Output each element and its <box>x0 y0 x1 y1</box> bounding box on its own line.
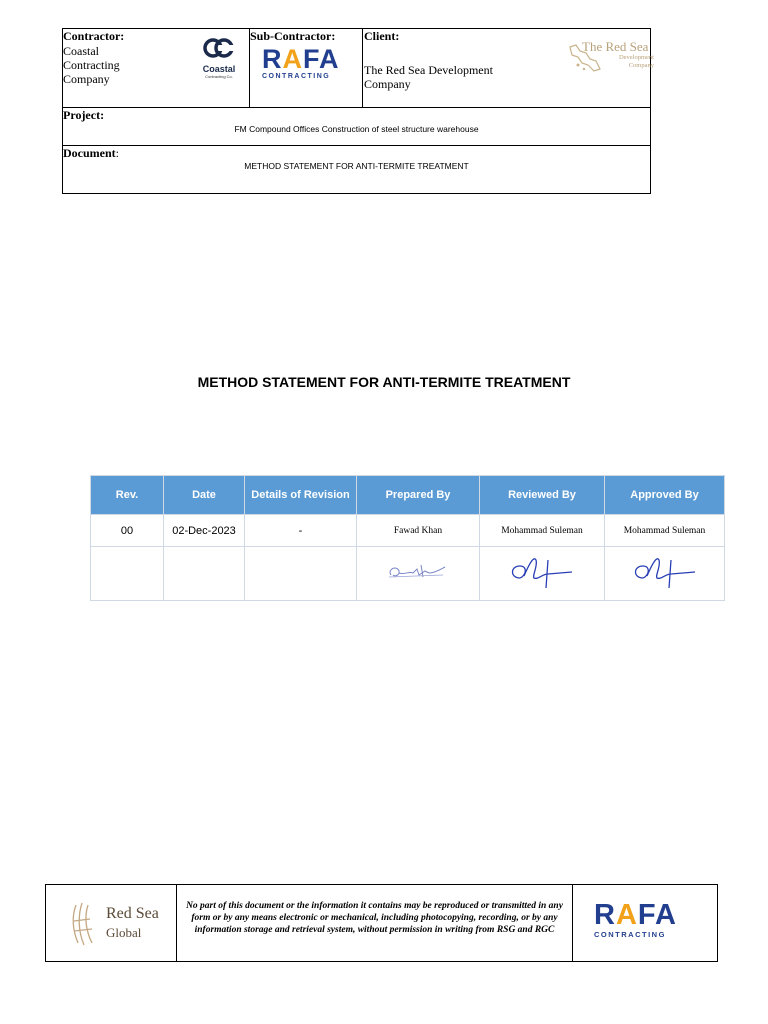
coastal-logo-sub: Contracting Co. <box>205 74 233 79</box>
rafa-logo-main: RAFA <box>594 899 677 931</box>
rsg-logo-line2: Global <box>106 925 142 940</box>
document-label: Document: <box>63 146 120 160</box>
redsea-logo-sub: Development Company <box>618 54 654 69</box>
rafa-logo-main: RAFA <box>262 44 340 74</box>
cell-approved-by: Mohammad Suleman <box>605 515 725 547</box>
rafa-logo-sub: CONTRACTING <box>594 930 666 939</box>
document-header <box>62 28 654 194</box>
project-value: FM Compound Offices Construction of steel structure warehouse <box>234 124 479 134</box>
contractor-name: Coastal Contracting Company <box>63 44 120 86</box>
column-header-approved-by: Approved By <box>605 476 725 515</box>
cell-prepared-by: Fawad Khan <box>357 515 480 547</box>
cell-empty <box>245 547 357 601</box>
cell-details: - <box>245 515 357 547</box>
column-header-prepared-by: Prepared By <box>357 476 480 515</box>
cell-signature-prepared <box>357 547 480 601</box>
signature-prepared <box>383 557 453 587</box>
rsg-logo-line1: Red Sea <box>106 905 159 922</box>
document-footer <box>45 884 718 962</box>
client-label: Client: <box>364 29 400 43</box>
project-label: Project: <box>63 108 105 122</box>
cell-date: 02-Dec-2023 <box>164 515 245 547</box>
cell-empty <box>91 547 164 601</box>
column-header-reviewed-by: Reviewed By <box>480 476 605 515</box>
cell-signature-approved <box>605 547 725 601</box>
copyright-disclaimer: No part of this document or the information it contains may be reproduced or transmitted in any form or by any means electronic or mechanical, including photocopying, recording, or by any information storage and retrieval system, without permission in writing from RSG and RGC <box>186 901 563 935</box>
cell-empty <box>164 547 245 601</box>
coastal-logo-icon <box>191 37 247 59</box>
signature-approved <box>625 552 705 592</box>
coastal-logo <box>191 37 247 77</box>
subcontractor-label: Sub-Contractor: <box>250 29 336 43</box>
revision-table-header <box>91 476 725 515</box>
signature-reviewed <box>502 552 582 592</box>
column-header-details: Details of Revision <box>245 476 357 515</box>
cell-reviewed-by: Mohammad Suleman <box>480 515 605 547</box>
column-header-date: Date <box>164 476 245 515</box>
redsea-logo <box>566 39 652 79</box>
main-title: METHOD STATEMENT FOR ANTI-TERMITE TREATMENT <box>197 374 571 390</box>
column-header-rev: Rev. <box>91 476 164 515</box>
redsea-logo-text: The Red Sea <box>582 39 649 54</box>
rafa-logo-sub: CONTRACTING <box>262 73 331 80</box>
red-sea-global-logo-icon <box>70 901 96 947</box>
coastal-logo-text: Coastal <box>202 64 236 74</box>
revision-table <box>90 475 725 601</box>
cell-rev: 00 <box>91 515 164 547</box>
client-name: The Red Sea Development Company <box>364 63 493 91</box>
red-sea-global-logo <box>70 901 170 947</box>
rafa-logo-footer <box>594 901 694 939</box>
contractor-label: Contractor: <box>63 29 125 43</box>
table-row <box>91 515 725 547</box>
cell-signature-reviewed <box>480 547 605 601</box>
document-value: METHOD STATEMENT FOR ANTI-TERMITE TREATMENT <box>244 161 469 171</box>
signature-row <box>91 547 725 601</box>
rafa-logo-header <box>262 46 354 81</box>
